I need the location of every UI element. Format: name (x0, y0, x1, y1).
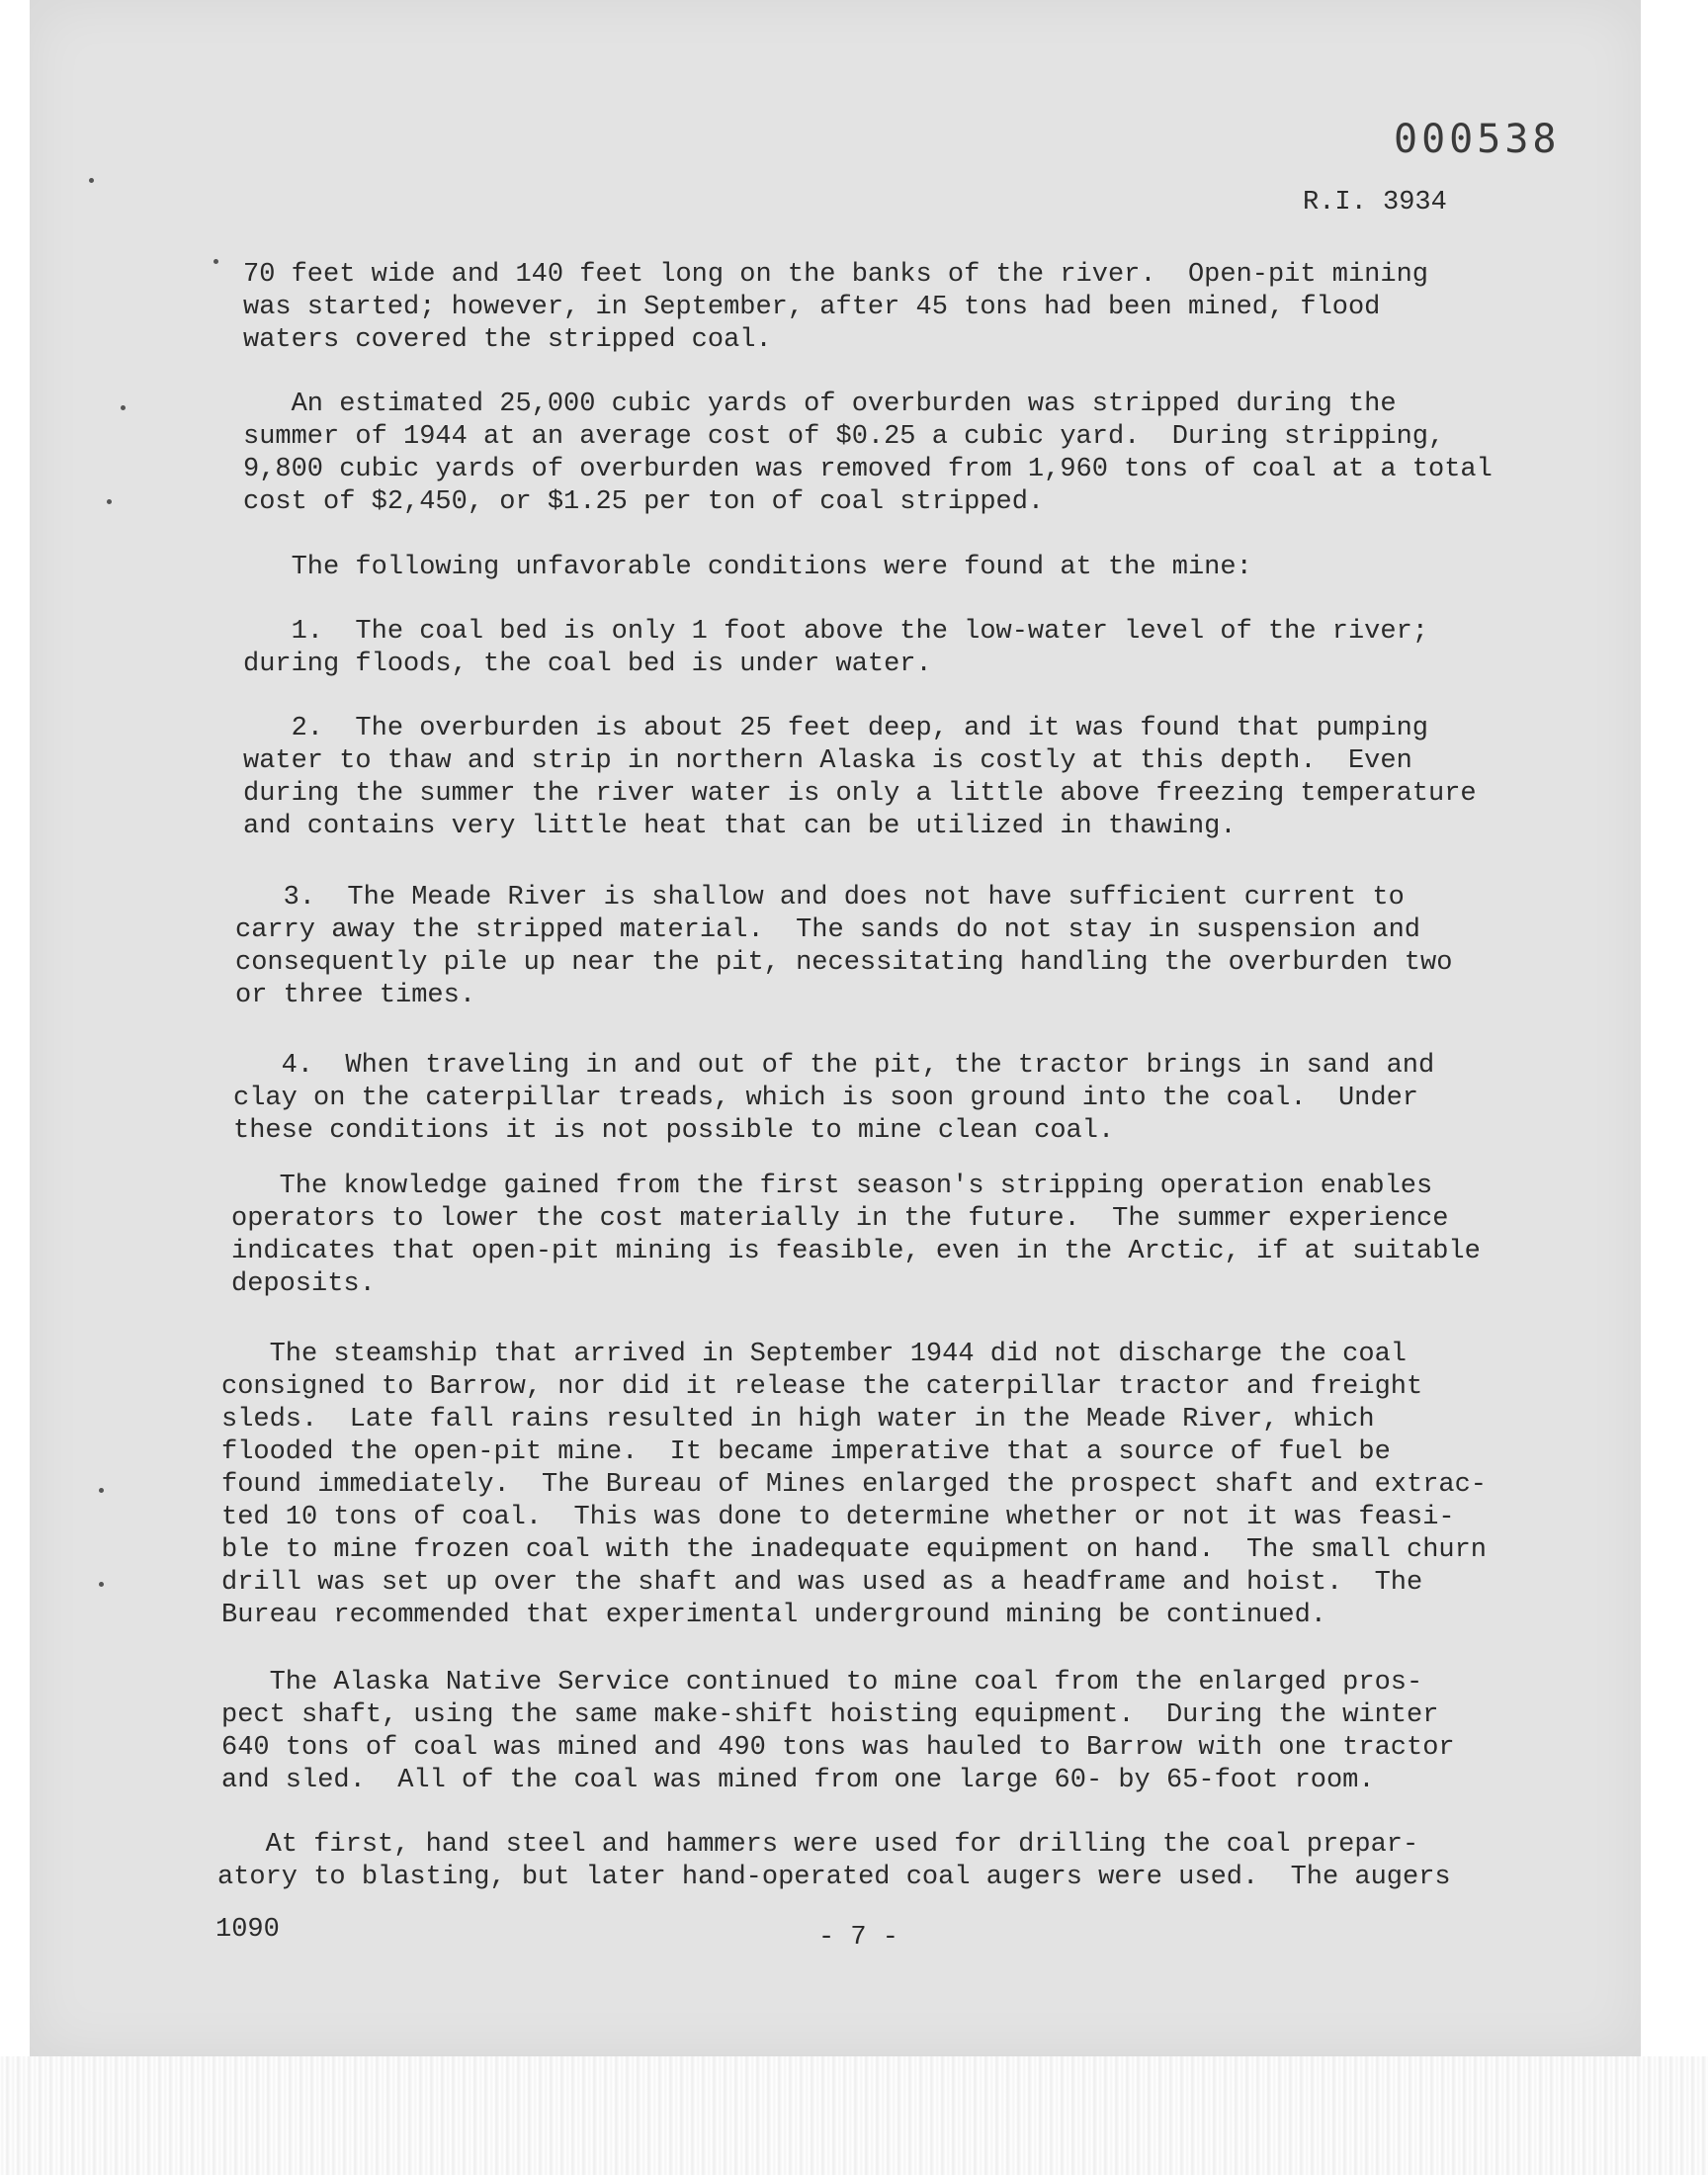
list-item-1: 1. The coal bed is only 1 foot above the low-water level of the river; during floods, the coal bed is under water. (243, 617, 1428, 679)
report-id: R.I. 3934 (1303, 188, 1447, 218)
paragraph-7: At first, hand steel and hammers were used for drilling the coal prepar- atory to blasting, but later hand-operated coal augers were used. The augers (217, 1830, 1451, 1892)
scan-speck (99, 1582, 104, 1587)
scan-speck (89, 178, 94, 183)
footer-code: 1090 (215, 1915, 280, 1945)
list-item-4: 4. When traveling in and out of the pit, the tractor brings in sand and clay on the caterpillar treads, which is soon ground into the coal. Under these conditions it is not possible to mine clean coal. (233, 1051, 1435, 1146)
paragraph-5: The steamship that arrived in September 1944 did not discharge the coal consigned to Barrow, nor did it release the caterpillar tractor and freight sleds. Late fall rains resulted in high water in the Meade River, which flooded the open-pit mine. It became imperative that a source of fuel be found immediately. The Bureau of Mines enlarged the prospect shaft and extrac- ted 10 tons of coal. This was done to determine whether or not it was feasi- ble to mine frozen coal with the inadequate equipment on hand. The small churn drill was set up over the shaft and was used as a headframe and hoist. The Bureau recommended that experimental underground mining be continued. (221, 1340, 1488, 1630)
page-bottom-edge (0, 2056, 1708, 2175)
scan-speck (214, 259, 218, 264)
paragraph-2: An estimated 25,000 cubic yards of overburden was stripped during the summer of 1944 at an average cost of $0.25 a cubic yard. During stripping, 9,800 cubic yards of overburden was removed from 1,960 tons of coal at a total cost of $2,450, or $1.25 per ton of coal stripped. (243, 390, 1493, 517)
page-number: - 7 - (818, 1923, 899, 1953)
paragraph-4: The knowledge gained from the first season's stripping operation enables operators to lower the cost materially in the future. The summer experience indicates that open-pit mining is feasible, even in the Arctic, if at suitable deposits. (231, 1172, 1481, 1299)
list-item-2: 2. The overburden is about 25 feet deep, and it was found that pumping water to thaw and strip in northern Alaska is costly at this depth. Even during the summer the river water is only a little above freezing temperature and contains very little heat that can be utilized in thawing. (243, 714, 1477, 841)
scan-speck (121, 405, 126, 410)
scan-speck (99, 1488, 104, 1493)
list-item-3: 3. The Meade River is shallow and does not have sufficient current to carry away the stripped material. The sands do not stay in suspension and consequently pile up near the pit, necessitating handling the overburden two or three times. (235, 883, 1453, 1010)
document-number: 000538 (1394, 117, 1561, 162)
paragraph-3: The following unfavorable conditions were found at the mine: (243, 553, 1252, 582)
scan-speck (107, 499, 112, 504)
paragraph-6: The Alaska Native Service continued to mine coal from the enlarged pros- pect shaft, using the same make-shift hoisting equipment. During the winter 640 tons of coal was mined and 490 tons was hauled to Barrow with one tractor and sled. All of the coal was mined from one large 60- by 65-foot room. (221, 1668, 1455, 1795)
paragraph-1: 70 feet wide and 140 feet long on the banks of the river. Open-pit mining was started; however, in September, after 45 tons had been mined, flood waters covered the stripped coal. (243, 260, 1428, 355)
